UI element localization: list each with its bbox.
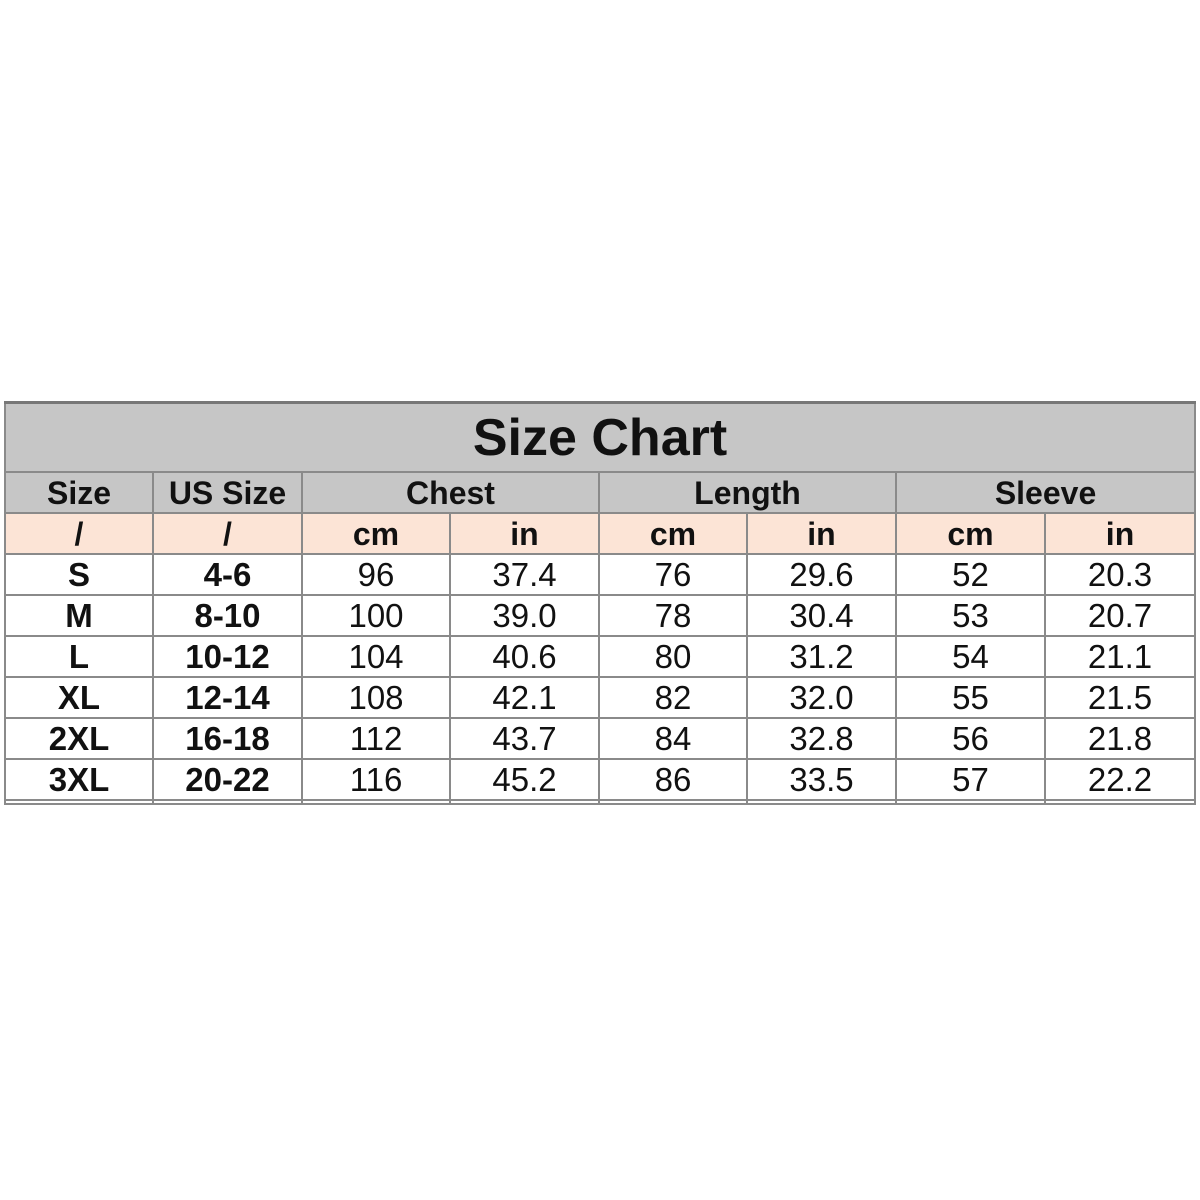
- cell-length-cm: 76: [599, 554, 747, 595]
- cell-sleeve-cm: 57: [896, 759, 1045, 800]
- cell-length-cm: 80: [599, 636, 747, 677]
- cell-sleeve-in: 20.7: [1045, 595, 1195, 636]
- cell-chest-in: 45.2: [450, 759, 599, 800]
- cell-length-cm: 78: [599, 595, 747, 636]
- tail-cell: [153, 800, 302, 804]
- tail-cell: [1045, 800, 1195, 804]
- tail-cell: [747, 800, 896, 804]
- cell-chest-in: 43.7: [450, 718, 599, 759]
- cell-chest-in: 37.4: [450, 554, 599, 595]
- cell-us-size: 4-6: [153, 554, 302, 595]
- table-row: [5, 595, 1195, 636]
- cell-chest-cm: 116: [302, 759, 450, 800]
- cell-length-in: 31.2: [747, 636, 896, 677]
- cell-chest-in: 42.1: [450, 677, 599, 718]
- tail-cell: [599, 800, 747, 804]
- cell-size: L: [5, 636, 153, 677]
- cell-length-cm: 86: [599, 759, 747, 800]
- cell-size: M: [5, 595, 153, 636]
- cell-sleeve-cm: 52: [896, 554, 1045, 595]
- tail-cell: [896, 800, 1045, 804]
- unit-length-cm: cm: [599, 513, 747, 554]
- tail-cell: [5, 800, 153, 804]
- header-length: Length: [599, 472, 896, 513]
- cell-size: S: [5, 554, 153, 595]
- cell-sleeve-in: 21.8: [1045, 718, 1195, 759]
- cell-sleeve-cm: 54: [896, 636, 1045, 677]
- table-row: [5, 677, 1195, 718]
- table-tail-row: [5, 800, 1195, 804]
- cell-sleeve-in: 22.2: [1045, 759, 1195, 800]
- cell-length-cm: 82: [599, 677, 747, 718]
- unit-us-size: /: [153, 513, 302, 554]
- unit-sleeve-in: in: [1045, 513, 1195, 554]
- cell-us-size: 12-14: [153, 677, 302, 718]
- header-sleeve: Sleeve: [896, 472, 1195, 513]
- chart-title: Size Chart: [5, 403, 1195, 473]
- cell-length-in: 30.4: [747, 595, 896, 636]
- unit-chest-in: in: [450, 513, 599, 554]
- cell-length-in: 29.6: [747, 554, 896, 595]
- header-row: [5, 472, 1195, 513]
- tail-cell: [450, 800, 599, 804]
- cell-chest-in: 40.6: [450, 636, 599, 677]
- cell-chest-cm: 96: [302, 554, 450, 595]
- header-chest: Chest: [302, 472, 599, 513]
- cell-sleeve-cm: 53: [896, 595, 1045, 636]
- cell-length-in: 33.5: [747, 759, 896, 800]
- cell-size: XL: [5, 677, 153, 718]
- unit-sleeve-cm: cm: [896, 513, 1045, 554]
- cell-sleeve-in: 21.1: [1045, 636, 1195, 677]
- cell-sleeve-in: 21.5: [1045, 677, 1195, 718]
- cell-us-size: 20-22: [153, 759, 302, 800]
- unit-size: /: [5, 513, 153, 554]
- cell-chest-in: 39.0: [450, 595, 599, 636]
- table-row: [5, 718, 1195, 759]
- title-row: [5, 403, 1195, 473]
- cell-length-in: 32.8: [747, 718, 896, 759]
- cell-chest-cm: 104: [302, 636, 450, 677]
- table-row: [5, 636, 1195, 677]
- unit-chest-cm: cm: [302, 513, 450, 554]
- cell-sleeve-cm: 55: [896, 677, 1045, 718]
- cell-sleeve-cm: 56: [896, 718, 1045, 759]
- header-us-size: US Size: [153, 472, 302, 513]
- table-row: [5, 759, 1195, 800]
- cell-size: 2XL: [5, 718, 153, 759]
- unit-row: [5, 513, 1195, 554]
- cell-sleeve-in: 20.3: [1045, 554, 1195, 595]
- cell-length-cm: 84: [599, 718, 747, 759]
- tail-cell: [302, 800, 450, 804]
- cell-length-in: 32.0: [747, 677, 896, 718]
- cell-chest-cm: 108: [302, 677, 450, 718]
- cell-chest-cm: 100: [302, 595, 450, 636]
- table-row: [5, 554, 1195, 595]
- cell-us-size: 16-18: [153, 718, 302, 759]
- cell-size: 3XL: [5, 759, 153, 800]
- cell-us-size: 8-10: [153, 595, 302, 636]
- size-chart-table: [4, 401, 1196, 805]
- header-size: Size: [5, 472, 153, 513]
- cell-chest-cm: 112: [302, 718, 450, 759]
- cell-us-size: 10-12: [153, 636, 302, 677]
- unit-length-in: in: [747, 513, 896, 554]
